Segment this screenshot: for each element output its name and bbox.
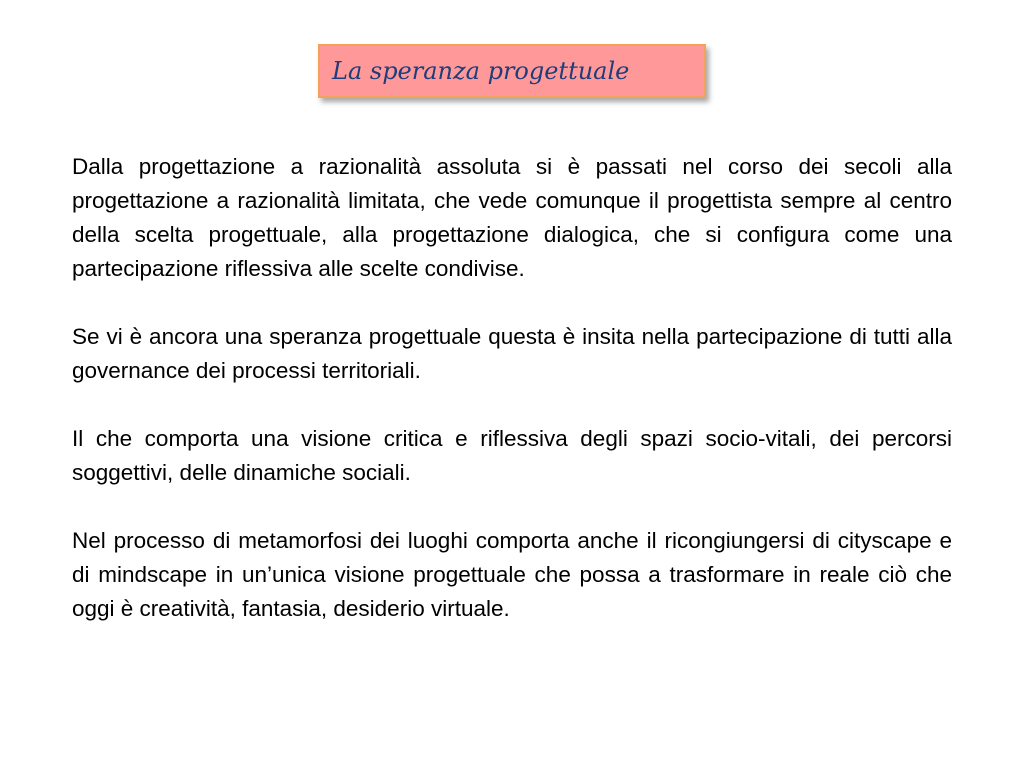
paragraph-3: Il che comporta una visione critica e riflessiva degli spazi socio-vitali, dei percorsi soggettivi, delle dinamiche sociali. [72,426,952,485]
body-text [72,150,952,626]
paragraph-1: Dalla progettazione a razionalità assoluta si è passati nel corso dei secoli alla progettazione a razionalità limitata, che vede comunque il progettista sempre al centro della scelta progettuale, alla progettazione dialogica, che si configura come una partecipazione riflessiva alle scelte condivise. [72,154,952,281]
title-box [318,44,706,98]
slide-title: La speranza progettuale [332,57,630,85]
paragraph-2: Se vi è ancora una speranza progettuale questa è insita nella partecipazione di tutti alla governance dei processi territoriali. [72,324,952,383]
paragraph-4: Nel processo di metamorfosi dei luoghi comporta anche il ricongiungersi di cityscape e di mindscape in un’unica visione progettuale che possa a trasformare in reale ciò che oggi è creatività, fantasia, desiderio virtuale. [72,528,952,621]
